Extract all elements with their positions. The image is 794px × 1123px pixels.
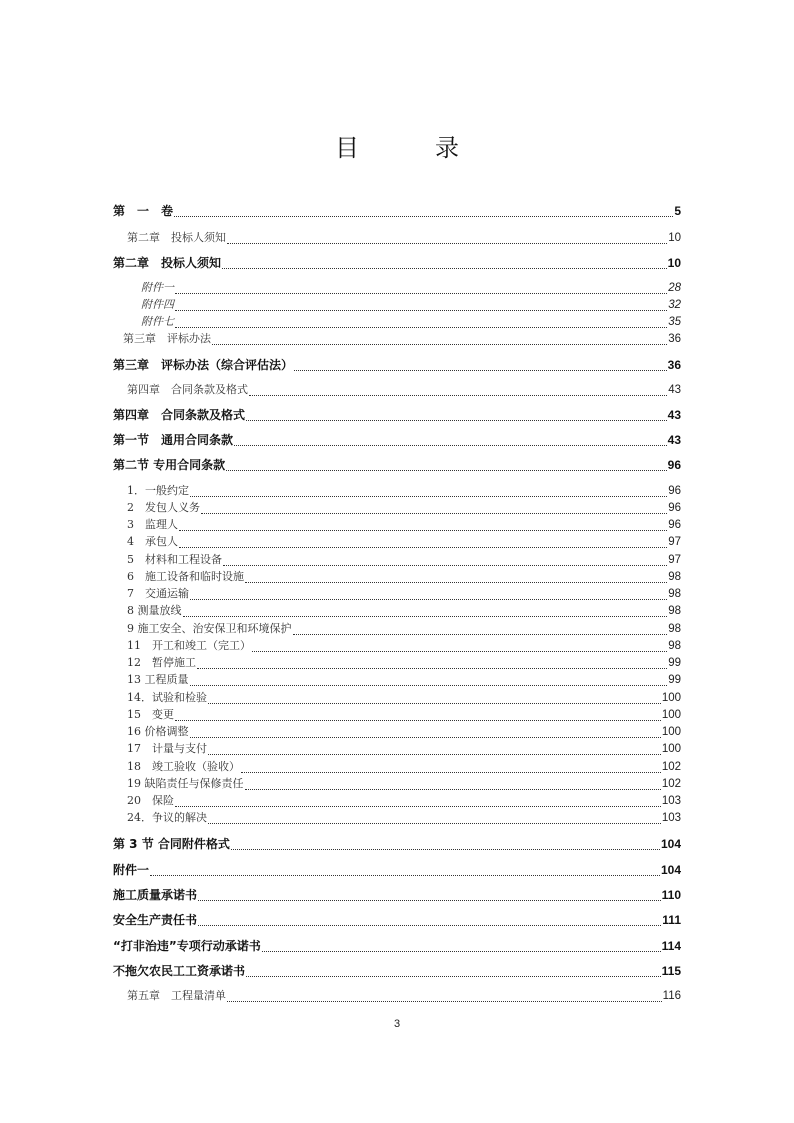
- toc-entry-label: 附件一: [141, 281, 174, 294]
- toc-entry[interactable]: [113, 621, 681, 637]
- dot-leader: [175, 795, 661, 809]
- toc-entry-page: 97: [668, 536, 681, 548]
- toc-entry-label: 3 监理人: [127, 518, 178, 531]
- dot-leader: [208, 743, 661, 757]
- dot-leader: [197, 657, 667, 671]
- toc-entry-label: 第三章 评标办法（综合评估法）: [113, 358, 294, 372]
- dot-leader: [222, 257, 667, 271]
- toc-entry-page: 43: [667, 408, 681, 422]
- toc-entry-label: 第 一 卷: [113, 204, 174, 218]
- toc-entry-page: 36: [668, 333, 681, 345]
- toc-entry-page: 10: [667, 256, 681, 270]
- toc-entry-label: 不拖欠农民工工资承诺书: [113, 964, 246, 978]
- toc-entry[interactable]: [113, 638, 681, 654]
- toc-entry-page: 98: [668, 640, 681, 652]
- toc-entry-label: 6 施工设备和临时设施: [127, 570, 244, 583]
- dot-leader: [241, 761, 661, 775]
- dot-leader: [175, 709, 661, 723]
- toc-entry-label: 第 3 节 合同附件格式: [113, 837, 230, 851]
- dot-leader: [245, 778, 661, 792]
- toc-entry-label: 2 发包人义务: [127, 501, 200, 514]
- dot-leader: [245, 571, 667, 585]
- dot-leader: [175, 299, 667, 313]
- toc-entry-page: 43: [668, 384, 681, 396]
- toc-entry-page: 100: [661, 709, 681, 721]
- toc-entry-page: 98: [668, 588, 681, 600]
- dot-leader: [190, 674, 668, 688]
- dot-leader: [179, 519, 667, 533]
- dot-leader: [212, 333, 667, 347]
- toc-entry-page: 98: [668, 623, 681, 635]
- toc-entry-page: 97: [668, 554, 681, 566]
- toc-entry-label: 4 承包人: [127, 535, 178, 548]
- dot-leader: [227, 232, 667, 246]
- toc-entry-page: 99: [668, 657, 681, 669]
- toc-entry[interactable]: [113, 938, 681, 954]
- toc-entry[interactable]: [113, 382, 681, 398]
- toc-entry[interactable]: [113, 988, 681, 1004]
- toc-entry[interactable]: [113, 672, 681, 688]
- toc-entry-label: 24．争议的解决: [127, 811, 207, 824]
- dot-leader: [249, 384, 667, 398]
- toc-entry-page: 114: [661, 939, 681, 953]
- toc-entry-page: 98: [668, 605, 681, 617]
- toc-entry-label: 14．试验和检验: [127, 691, 207, 704]
- toc-entry[interactable]: [113, 603, 681, 619]
- toc-entry[interactable]: [113, 357, 681, 373]
- toc-entry[interactable]: [113, 203, 681, 219]
- toc-entry[interactable]: [113, 690, 681, 706]
- toc-entry-label: 8 测量放线: [127, 604, 182, 617]
- toc-entry-page: 98: [668, 571, 681, 583]
- toc-entry[interactable]: [113, 483, 681, 499]
- toc-entry[interactable]: [113, 534, 681, 550]
- toc-entry[interactable]: [113, 517, 681, 533]
- toc-entry-label: 第一节 通用合同条款: [113, 433, 234, 447]
- dot-leader: [208, 812, 661, 826]
- toc-entry-label: “打非治违”专项行动承诺书: [113, 939, 261, 953]
- dot-leader: [198, 914, 661, 928]
- toc-entry-page: 102: [661, 778, 681, 790]
- dot-leader: [175, 316, 667, 330]
- toc-entry-label: 11 开工和竣工（完工）: [127, 639, 251, 652]
- toc-entry-label: 附件四: [141, 298, 174, 311]
- toc-entry[interactable]: [113, 741, 681, 757]
- toc-entry-page: 96: [667, 458, 681, 472]
- dot-leader: [190, 726, 661, 740]
- toc-entry-label: 5 材料和工程设备: [127, 553, 222, 566]
- dot-leader: [294, 359, 667, 373]
- toc-entry-label: 12 暂停施工: [127, 656, 196, 669]
- toc-entry-label: 第五章 工程量清单: [127, 989, 226, 1002]
- toc-entry-page: 96: [668, 502, 681, 514]
- toc-entry[interactable]: [113, 887, 681, 903]
- toc-entry[interactable]: [113, 586, 681, 602]
- toc-entry-label: 17 计量与支付: [127, 742, 207, 755]
- dot-leader: [262, 940, 661, 954]
- dot-leader: [226, 459, 666, 473]
- dot-leader: [175, 282, 667, 296]
- toc-entry-label: 1．一般约定: [127, 484, 189, 497]
- dot-leader: [208, 692, 661, 706]
- toc-entry[interactable]: [113, 331, 681, 347]
- toc-entry-label: 附件一: [113, 863, 150, 877]
- toc-entry-label: 13 工程质量: [127, 673, 189, 686]
- dot-leader: [252, 640, 667, 654]
- dot-leader: [293, 623, 668, 637]
- toc-entry[interactable]: [113, 500, 681, 516]
- toc-entry-page: 104: [660, 863, 681, 877]
- dot-leader: [223, 554, 667, 568]
- toc-entry[interactable]: [113, 912, 681, 928]
- toc-entry[interactable]: [113, 552, 681, 568]
- dot-leader: [246, 409, 667, 423]
- toc-entry-page: 5: [674, 204, 681, 218]
- toc-entry-page: 110: [661, 888, 681, 902]
- toc-entry-page: 100: [661, 726, 681, 738]
- toc-entry-label: 施工质量承诺书: [113, 888, 198, 902]
- toc-entry-page: 102: [661, 761, 681, 773]
- toc-entry[interactable]: [113, 707, 681, 723]
- toc-entry[interactable]: [113, 297, 681, 313]
- dot-leader: [190, 485, 667, 499]
- toc-entry[interactable]: [113, 862, 681, 878]
- toc-entry[interactable]: [113, 963, 681, 979]
- toc-entry-page: 116: [662, 990, 681, 1002]
- toc-entry-page: 36: [667, 358, 681, 372]
- toc-entry[interactable]: [113, 776, 681, 792]
- toc-entry[interactable]: [113, 457, 681, 473]
- dot-leader: [150, 864, 660, 878]
- toc-entry[interactable]: [113, 314, 681, 330]
- toc-entry-label: 9 施工安全、治安保卫和环境保护: [127, 622, 292, 635]
- toc-entry-label: 7 交通运输: [127, 587, 189, 600]
- dot-leader: [227, 990, 662, 1004]
- dot-leader: [183, 605, 668, 619]
- toc-entry-label: 16 价格调整: [127, 725, 189, 738]
- toc-entry-label: 第二章 投标人须知: [127, 231, 226, 244]
- dot-leader: [198, 889, 661, 903]
- toc-entry-page: 115: [661, 964, 681, 978]
- toc-entry-page: 104: [660, 837, 681, 851]
- toc-entry[interactable]: [113, 810, 681, 826]
- toc-entry-label: 第三章 评标办法: [123, 332, 211, 345]
- toc-entry[interactable]: [113, 569, 681, 585]
- toc-entry-label: 20 保险: [127, 794, 174, 807]
- toc-entry[interactable]: [113, 230, 681, 246]
- toc-entry-page: 32: [668, 299, 681, 311]
- dot-leader: [174, 205, 673, 219]
- toc-entry[interactable]: [113, 793, 681, 809]
- dot-leader: [201, 502, 667, 516]
- dot-leader: [246, 965, 661, 979]
- toc-entry-label: 附件七: [141, 315, 174, 328]
- toc-entry-page: 103: [661, 812, 681, 824]
- toc-entry-label: 安全生产责任书: [113, 913, 198, 927]
- toc-entry-label: 第二节 专用合同条款: [113, 458, 226, 472]
- toc-entry-page: 96: [668, 485, 681, 497]
- toc-entry-label: 第二章 投标人须知: [113, 256, 222, 270]
- toc-entry-label: 第四章 合同条款及格式: [113, 408, 246, 422]
- toc-title: 目 录: [335, 134, 485, 162]
- toc-entry-page: 111: [662, 913, 681, 927]
- toc-entry[interactable]: [113, 724, 681, 740]
- toc-entry[interactable]: [113, 432, 681, 448]
- dot-leader: [234, 434, 667, 448]
- dot-leader: [231, 838, 660, 852]
- dot-leader: [190, 588, 667, 602]
- toc-entry-page: 100: [661, 743, 681, 755]
- toc-entry-page: 96: [668, 519, 681, 531]
- toc-entry[interactable]: [113, 280, 681, 296]
- toc-entry-page: 103: [661, 795, 681, 807]
- toc-entry-label: 15 变更: [127, 708, 174, 721]
- toc-entry-page: 28: [668, 282, 681, 294]
- toc-entry-page: 99: [668, 674, 681, 686]
- toc-entry[interactable]: [113, 255, 681, 271]
- toc-entry-label: 第四章 合同条款及格式: [127, 383, 248, 396]
- toc-entry[interactable]: [113, 407, 681, 423]
- dot-leader: [179, 536, 667, 550]
- toc-entry[interactable]: [113, 836, 681, 852]
- toc-entry-label: 18 竣工验收（验收）: [127, 760, 240, 773]
- toc-entry[interactable]: [113, 759, 681, 775]
- toc-entry-label: 19 缺陷责任与保修责任: [127, 777, 244, 790]
- toc-entry-page: 43: [667, 433, 681, 447]
- toc-entry-page: 100: [661, 692, 681, 704]
- toc-entry-page: 10: [668, 232, 681, 244]
- page-number: 3: [393, 1018, 401, 1030]
- toc-entry[interactable]: [113, 655, 681, 671]
- toc-entry-page: 35: [668, 316, 681, 328]
